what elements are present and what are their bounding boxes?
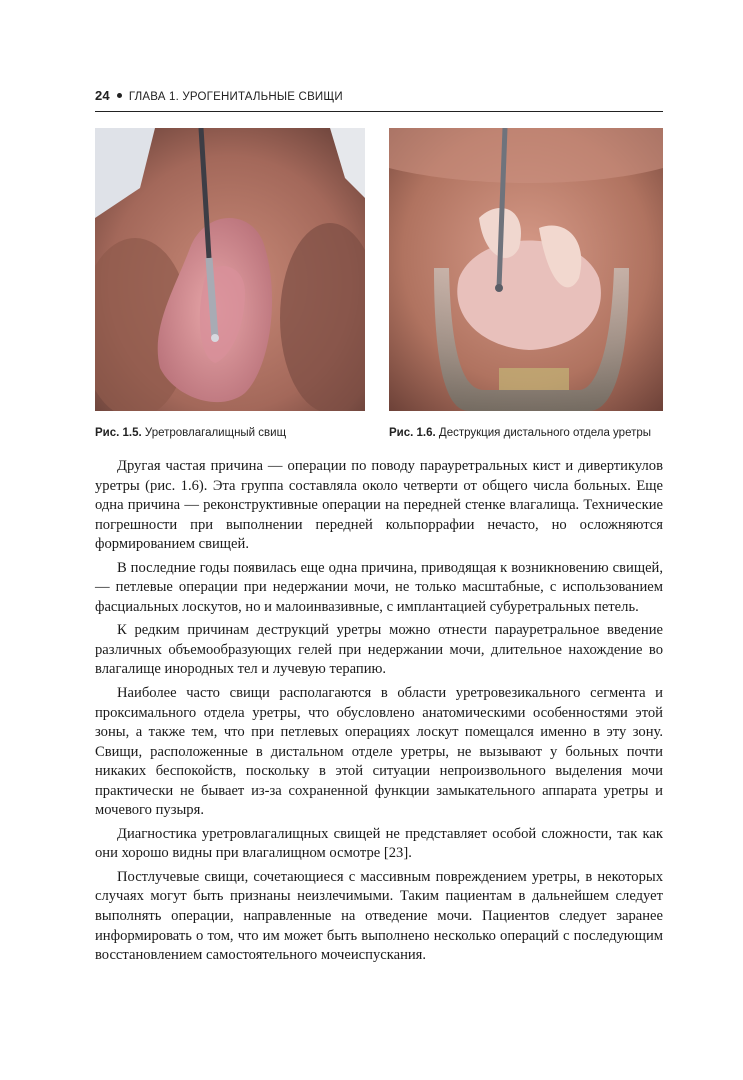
figure-1-5-text: Уретровлагалищный свищ xyxy=(144,427,287,439)
paragraph: Диагностика уретровлагалищных свищей не представляет особой сложности, так как они хорошо видны при влагалищном осмотре [23]. xyxy=(95,825,663,862)
page-number: 24 xyxy=(95,88,110,103)
figure-1-6-caption xyxy=(389,427,651,439)
body-text xyxy=(95,457,663,970)
figure-1-6-photo xyxy=(389,128,663,411)
figure-1-5-caption xyxy=(95,427,286,439)
running-header xyxy=(95,88,663,103)
paragraph: Наиболее часто свищи располагаются в области уретровезикального сегмента и проксимального отдела уретры, что обусловлено анатомическими особенностями этой зоны, а также тем, что при петлевых операциях лоскут помещался именно в эту зону. Свищи, расположенные в дистальном отделе уретры, не вызывают у больных почти никаких беспокойств, поскольку в этой ситуации непроизвольного выделения мочи практически не бывает из-за сохраненной функции замыкательного аппарата уретры и мочевого пузыря. xyxy=(95,685,663,819)
figure-1-6-number: Рис. 1.6. xyxy=(389,427,436,439)
figure-1-6-text: Деструкция дистального отдела уретры xyxy=(438,427,652,439)
figure-1-5-photo xyxy=(95,128,365,411)
bullet-separator xyxy=(117,93,122,98)
paragraph: К редким причинам деструкций уретры можно отнести парауретральное введение различных объемообразующих гелей при недержании мочи, длительное нахождение во влагалище инородных тел и лучевую терапию. xyxy=(95,622,663,678)
figure-1-5-number: Рис. 1.5. xyxy=(95,427,142,439)
header-rule xyxy=(95,111,663,112)
paragraph: В последние годы появилась еще одна причина, приводящая к возникновению свищей, — петлевые операции при недержании мочи, не только масштабные, с использованием фасциальных лоскутов, но и малоинвазивные, с имплантацией субуретральных петель. xyxy=(95,559,663,615)
chapter-title: ГЛАВА 1. УРОГЕНИТАЛЬНЫЕ СВИЩИ xyxy=(128,91,343,103)
paragraph: Другая частая причина — операции по поводу парауретральных кист и дивертикулов уретры (рис. 1.6). Эта группа составляла около четверти от общего числа больных. Еще одна причина — реконструктивные операции на передней стенке влагалища. Технические погрешности при выполнении передней кольпоррафии нечасто, но осложняются формированием свищей. xyxy=(95,458,663,553)
paragraph: Постлучевые свищи, сочетающиеся с массивным повреждением уретры, в некоторых случаях могут быть признаны неизлечимыми. Таким пациентам в дальнейшем следует выполнять операции, направленные на отведение мочи. Пациентов следует заранее информировать о том, что им может быть выполнено несколько операций с последующим восстановлением самостоятельного мочеиспускания. xyxy=(95,868,663,964)
